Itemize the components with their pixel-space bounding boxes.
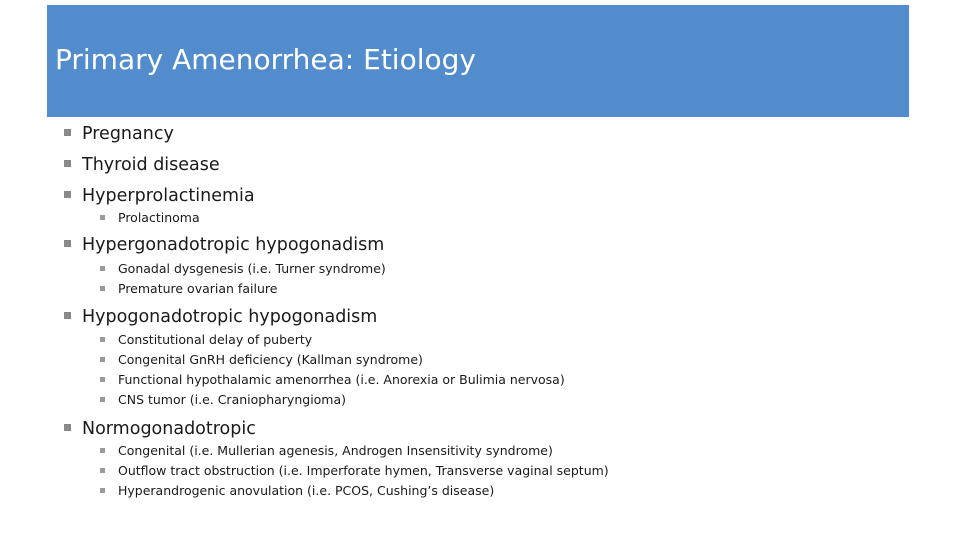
square-bullet-icon: [100, 377, 105, 382]
square-bullet-icon: [100, 488, 105, 493]
bullet-label: Hypergonadotropic hypogonadism: [82, 235, 385, 255]
square-bullet-icon: [100, 448, 105, 453]
square-bullet-icon: [100, 357, 105, 362]
square-bullet-icon: [100, 286, 105, 291]
sub-bullet-item: [100, 281, 277, 297]
sub-bullet-label: CNS tumor (i.e. Craniopharyngioma): [118, 392, 347, 407]
sub-bullet-label: Congenital GnRH deficiency (Kallman syndrome): [118, 352, 423, 367]
square-bullet-icon: [100, 337, 105, 342]
square-bullet-icon: [64, 129, 71, 136]
bullet-label: Hyperprolactinemia: [82, 186, 255, 206]
bullet-item: [64, 418, 256, 440]
sub-bullet-label: Premature ovarian failure: [118, 281, 278, 296]
bullet-label: Hypogonadotropic hypogonadism: [82, 307, 378, 327]
sub-bullet-label: Gonadal dysgenesis (i.e. Turner syndrome): [118, 261, 386, 276]
bullet-item: [64, 234, 384, 256]
square-bullet-icon: [64, 424, 71, 431]
sub-bullet-label: Congenital (i.e. Mullerian agenesis, Androgen Insensitivity syndrome): [118, 443, 553, 458]
sub-bullet-item: [100, 443, 553, 459]
square-bullet-icon: [64, 240, 71, 247]
bullet-item: [64, 123, 174, 145]
sub-bullet-item: [100, 261, 386, 277]
sub-bullet-item: [100, 483, 494, 499]
square-bullet-icon: [64, 191, 71, 198]
bullet-label: Normogonadotropic: [82, 419, 256, 439]
sub-bullet-label: Outflow tract obstruction (i.e. Imperforate hymen, Transverse vaginal septum): [118, 463, 609, 478]
sub-bullet-label: Constitutional delay of puberty: [118, 332, 313, 347]
slide-title: Primary Amenorrhea: Etiology: [55, 43, 476, 76]
sub-bullet-label: Prolactinoma: [118, 210, 200, 225]
bullet-item: [64, 154, 220, 176]
sub-bullet-label: Hyperandrogenic anovulation (i.e. PCOS, Cushing’s disease): [118, 483, 495, 498]
square-bullet-icon: [100, 468, 105, 473]
sub-bullet-label: Functional hypothalamic amenorrhea (i.e. Anorexia or Bulimia nervosa): [118, 372, 565, 387]
sub-bullet-item: [100, 372, 565, 388]
bullet-label: Thyroid disease: [82, 155, 220, 175]
sub-bullet-item: [100, 463, 609, 479]
sub-bullet-item: [100, 210, 200, 226]
sub-bullet-item: [100, 392, 346, 408]
bullet-item: [64, 306, 377, 328]
square-bullet-icon: [64, 160, 71, 167]
bullet-label: Pregnancy: [82, 124, 174, 144]
square-bullet-icon: [100, 266, 105, 271]
bullet-item: [64, 185, 255, 207]
square-bullet-icon: [64, 312, 71, 319]
square-bullet-icon: [100, 215, 105, 220]
sub-bullet-item: [100, 352, 423, 368]
square-bullet-icon: [100, 397, 105, 402]
sub-bullet-item: [100, 332, 312, 348]
